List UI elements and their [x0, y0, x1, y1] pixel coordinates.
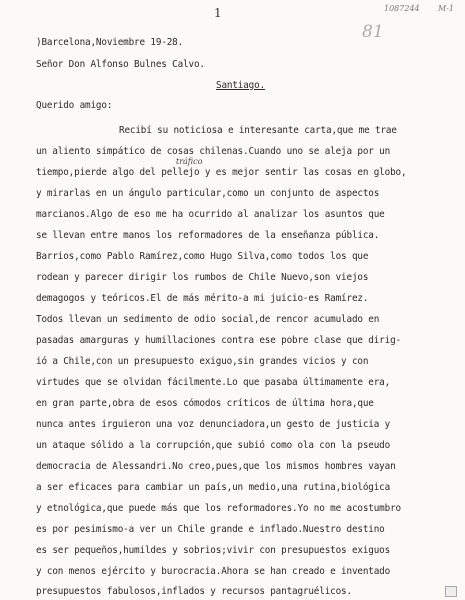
body-line: un aliento simpático de cosas chilenas.Cuando uno se aleja por un [36, 146, 391, 157]
archive-stamp [445, 586, 457, 597]
body-line: en gran parte,obra de esos cómodos críticos de última hora,que [36, 398, 374, 409]
body-line: pasadas amarguras y humillaciones contra ese pobre clase que dirig- [36, 335, 401, 346]
body-line: es ser pequeños,humildes y sobrios;vivir con presupuestos exiguos [36, 545, 391, 556]
body-line: un ataque sólido a la corrupción,que subió como ola con la pseudo [36, 440, 391, 451]
date-line: )Barcelona,Noviembre 19-28. [36, 37, 184, 48]
archive-id: 1087244 [384, 4, 420, 13]
body-line: demagogos y teóricos.El de más mérito-a mi juicio-es Ramírez. [36, 293, 369, 304]
page-marker: 1 [214, 6, 222, 20]
body-line: a ser eficaces para cambiar un país,un medio,una rutina,biológica [36, 482, 391, 493]
body-line: y con menos ejército y burocracia.Ahora se han creado e inventado [36, 566, 391, 577]
body-line: nunca antes irguieron una voz denunciadora,un gesto de justicia y [36, 419, 391, 430]
body-line: se llevan entre manos los reformadores de la enseñanza pública. [36, 230, 380, 241]
body-line: democracia de Alessandri.No creo,pues,que los mismos hombres vayan [36, 461, 396, 472]
body-line: y mirarlas en un ángulo particular,como un conjunto de aspectos [36, 188, 380, 199]
folio-number: M-1 [438, 4, 454, 13]
body-line: presupuestos fabulosos,inflados y recursos pantagruélicos. [36, 586, 352, 597]
recipient-line: Señor Don Alfonso Bulnes Calvo. [36, 59, 205, 70]
body-line: marcianos.Algo de eso me ha ocurrido al analizar los asuntos que [36, 209, 385, 220]
body-line: rodean y parecer dirigir los rumbos de Chile Nuevo,son viejos [36, 272, 369, 283]
handwritten-page-number: 81 [362, 22, 384, 42]
recipient-city: Santiago. [216, 80, 266, 91]
body-line: virtudes que se olvidan fácilmente.Lo que pasaba últimamente era, [36, 377, 391, 388]
body-line: ió a Chile,con un presupuesto exiguo,sin grandes vicios y con [36, 356, 369, 367]
salutation: Querido amigo: [36, 100, 113, 111]
body-line: Recibí su noticiosa e interesante carta,que me trae [119, 125, 397, 136]
body-line: Barrios,como Pablo Ramírez,como Hugo Silva,como todos los que [36, 251, 369, 262]
body-line: Todos llevan un sedimento de odio social,de rencor acumulado en [36, 314, 380, 325]
body-line: es por pesimismo-a ver un Chile grande e inflado.Nuestro destino [36, 524, 385, 535]
handwritten-insertion: tráfico [176, 157, 203, 166]
body-line: tiempo,pierde algo del pellejo y es mejor sentir las cosas en globo, [36, 167, 407, 178]
body-line: y etnológica,que puede más que los reformadores.Yo no me acostumbro [36, 503, 401, 514]
